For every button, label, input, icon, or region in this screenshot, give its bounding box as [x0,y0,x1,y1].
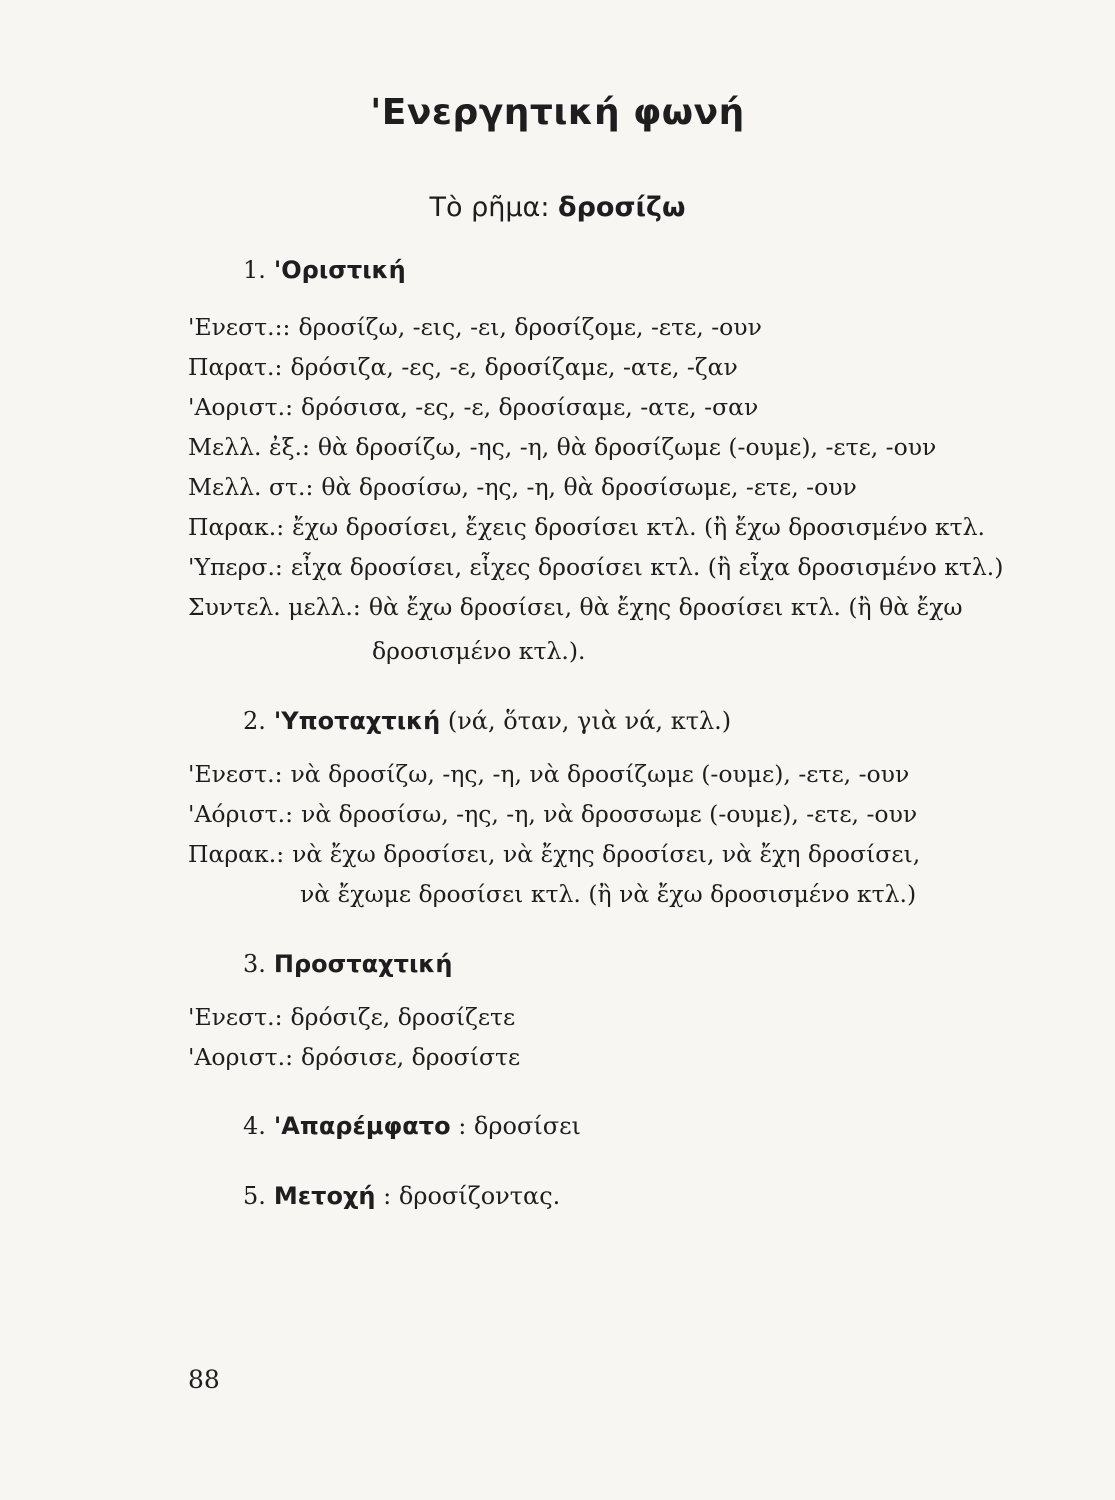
tense-forms: δρόσισε, δροσίστε [301,1043,521,1071]
tense-label: 'Αοριστ.: [188,393,294,421]
conjugation-line [188,313,1068,341]
page-title: 'Ενεργητική φωνή [370,92,745,133]
conjugation-line [188,433,1068,461]
section-name: 'Υποταχτική [273,707,441,735]
section-name: Μετοχή [273,1182,376,1210]
conjugation-line [188,553,1068,581]
page-number: 88 [188,1365,220,1394]
tense-label: Παρατ.: [188,353,283,381]
tense-label: Μελλ. στ.: [188,473,314,501]
verb-heading [0,192,1115,223]
tense-label: 'Ενεστ.:: [188,313,291,341]
tense-forms: δρόσιζα, -ες, -ε, δροσίζαμε, -ατε, -ζαν [290,353,738,381]
tense-forms: δρόσισα, -ες, -ε, δροσίσαμε, -ατε, -σαν [301,393,759,421]
section-number: 3. [243,950,266,978]
section-name: Προσταχτική [273,950,453,978]
tense-label: 'Υπερσ.: [188,553,283,581]
conjugation-line [188,840,1068,868]
tense-label: Συντελ. μελλ.: [188,593,361,621]
conjugation-line [188,1003,1068,1031]
tense-forms: θὰ δροσίζω, -ης, -η, θὰ δροσίζωμε (-ουμε), -ετε, -ουν [317,433,937,461]
conjugation-line [188,760,1068,788]
conjugation-line [188,513,1068,541]
conjugation-continuation: δροσισμένο κτλ.). [372,637,586,665]
tense-forms: ἔχω δροσίσει, ἔχεις δροσίσει κτλ. (ἢ ἔχω δροσισμένο κτλ. [292,513,986,541]
tense-forms: νὰ δροσίσω, -ης, -η, νὰ δροσσωμε (-ουμε), -ετε, -ουν [301,800,918,828]
tense-label: Παρακ.: [188,840,285,868]
tense-label: 'Ενεστ.: [188,760,283,788]
tense-forms: νὰ ἔχω δροσίσει, νὰ ἔχης δροσίσει, νὰ ἔχη δροσίσει, [292,840,921,868]
section-imperative [243,950,452,978]
tense-forms: θὰ δροσίσω, -ης, -η, θὰ δροσίσωμε, -ετε, -ουν [321,473,857,501]
section-number: 2. [243,707,266,735]
section-infinitive [243,1112,581,1140]
tense-label: Μελλ. ἐξ.: [188,433,310,461]
tense-label: 'Αόριστ.: [188,800,294,828]
section-number: 5. [243,1182,266,1210]
tense-forms: δρόσιζε, δροσίζετε [290,1003,516,1031]
conjugation-continuation: νὰ ἔχωμε δροσίσει κτλ. (ἢ νὰ ἔχω δροσισμένο κτλ.) [300,880,917,908]
conjugation-line [188,353,1068,381]
tense-forms: εἶχα δροσίσει, εἶχες δροσίσει κτλ. (ἢ εἶχα δροσισμένο κτλ.) [290,553,1004,581]
section-number: 4. [243,1112,266,1140]
section-number: 1. [243,256,266,284]
tense-label: Παρακ.: [188,513,285,541]
section-note: (νά, ὅταν, γιὰ νά, κτλ.) [447,707,732,735]
section-value: : δροσίσει [458,1112,581,1140]
conjugation-line [188,473,1068,501]
conjugation-line [188,800,1068,828]
tense-label: 'Ενεστ.: [188,1003,283,1031]
section-subjunctive [243,707,731,735]
tense-forms: δροσίζω, -εις, -ει, δροσίζομε, -ετε, -ουν [298,313,762,341]
section-participle [243,1182,560,1210]
conjugation-line [188,393,1068,421]
verb-heading-prefix: Τὸ ρῆμα: [429,192,550,223]
section-name: 'Απαρέμφατο [273,1112,451,1140]
conjugation-line [188,593,1068,621]
section-name: 'Οριστική [273,256,406,284]
tense-forms: νὰ δροσίζω, -ης, -η, νὰ δροσίζωμε (-ουμε), -ετε, -ουν [290,760,910,788]
section-value: : δροσίζοντας. [383,1182,561,1210]
verb-heading-verb: δροσίζω [558,192,686,223]
section-indicative [243,256,406,284]
tense-forms: θὰ ἔχω δροσίσει, θὰ ἔχης δροσίσει κτλ. (ἢ θὰ ἔχω [368,593,963,621]
conjugation-line [188,1043,1068,1071]
tense-label: 'Αοριστ.: [188,1043,294,1071]
